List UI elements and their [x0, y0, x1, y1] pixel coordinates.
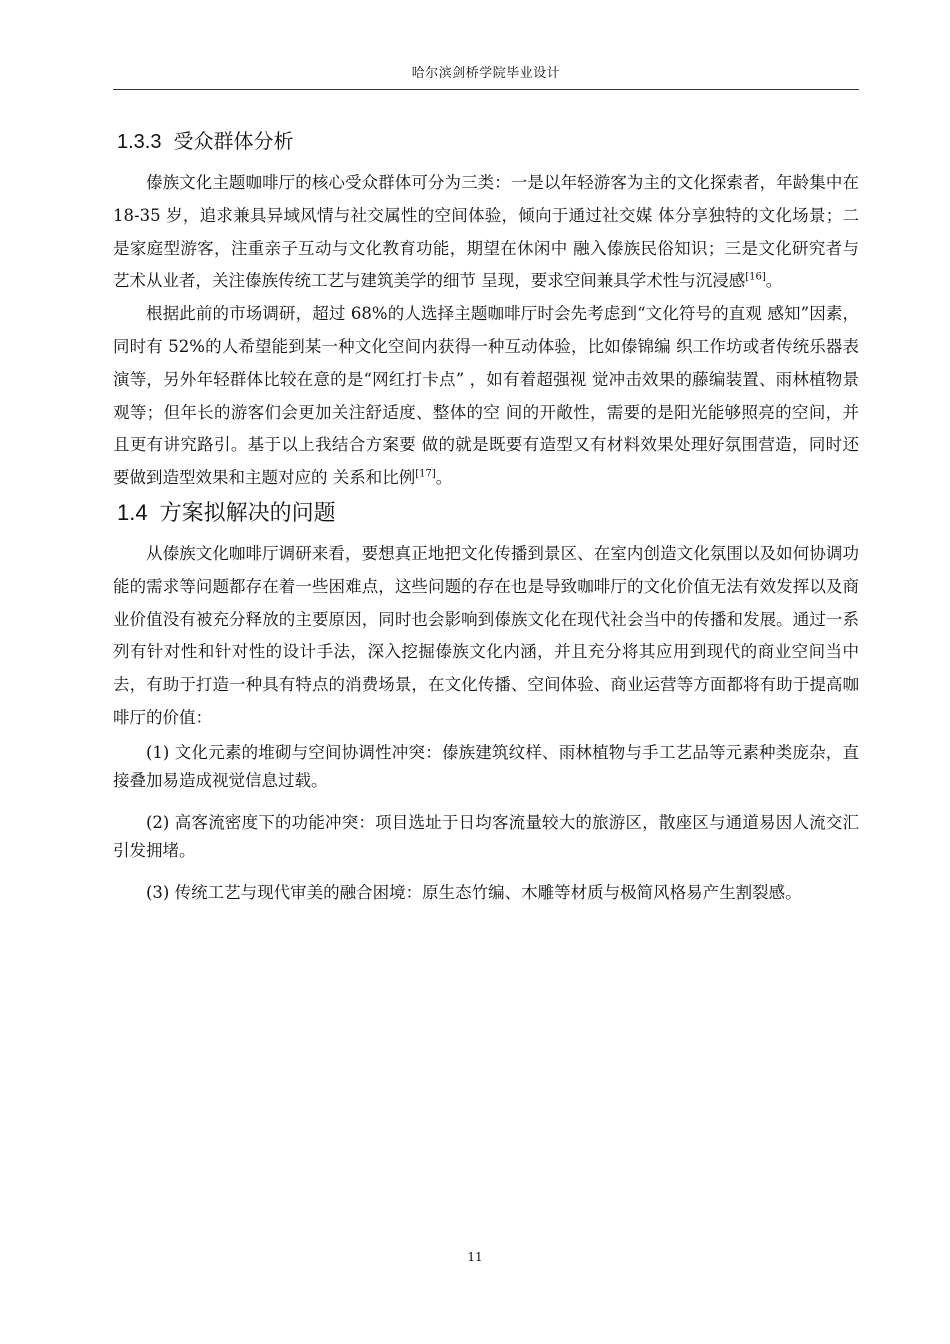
paragraph-market-research — [113, 298, 859, 495]
list-item: (3) 传统工艺与现代审美的融合困境：原生态竹编、木雕等材质与极简风格易产生割裂感。 — [146, 882, 802, 902]
list-item: (2) 高客流密度下的功能冲突：项目选址于日均客流量较大的旅游区，散座区与通道易因人流交汇引发拥堵。 — [113, 812, 859, 860]
citation-17: [17] — [415, 468, 436, 480]
paragraph-text: 根据此前的市场调研，超过 68%的人选择主题咖啡厅时会先考虑到“文化符号的直观 感知”因素，同时有 52%的人希望能到某一种文化空间内获得一种互动体验，比如傣锦编 织工作坊或者传统乐器表演等，另外年轻群体比较在意的是“网红打卡点” ，如有着超强视 觉冲击效果的藤编装置、雨林植物景观等；但年长的游客们会更加关注舒适度、整体的空 间的开敞性，需要的是阳光能够照亮的空间，并且更有讲究路引。基于以上我结合方案要 做的就是既要有造型又有材料效果处理好氛围营造，同时还要做到造型效果和主题对应的 关系和比例 — [113, 304, 859, 488]
paragraph-audience-groups — [113, 167, 859, 298]
section-title: 方案拟解决的问题 — [159, 500, 336, 526]
paragraph-end: 。 — [765, 271, 783, 291]
section-number: 1.3.3 — [117, 131, 162, 153]
list-item: (1) 文化元素的堆砌与空间协调性冲突：傣族建筑纹样、雨林植物与手工艺品等元素种类庞杂，直接叠加易造成视觉信息过载。 — [113, 742, 859, 790]
section-heading-1-4 — [117, 497, 859, 530]
section-title: 受众群体分析 — [173, 129, 294, 153]
paragraph-text: 傣族文化主题咖啡厅的核心受众群体可分为三类：一是以年轻游客为主的文化探索者，年龄集中在 18-35 岁，追求兼具异域风情与社交属性的空间体验，倾向于通过社交媒 体分享独特的文化场景；二是家庭型游客，注重亲子互动与文化教育功能，期望在休闲中 融入傣族民俗知识；三是文化研究者与艺术从业者，关注傣族传统工艺与建筑美学的细节 呈现，要求空间兼具学术性与沉浸感 — [113, 173, 859, 291]
section-heading-1-3-3 — [117, 126, 859, 157]
section-number: 1.4 — [117, 499, 148, 525]
citation-16: [16] — [745, 271, 766, 283]
page-number: 11 — [467, 1250, 483, 1264]
page-header: 哈尔滨剑桥学院毕业设计 — [113, 62, 859, 90]
document-body — [113, 116, 859, 921]
paragraph-end: 。 — [435, 468, 453, 488]
paragraph-problems-intro: 从傣族文化咖啡厅调研来看，要想真正地把文化传播到景区、在室内创造文化氛围以及如何协调功能的需求等问题都存在着一些困难点，这些问题的存在也是导致咖啡厅的文化价值无法有效发挥以及商业价值没有被充分释放的主要原因，同时也会影响到傣族文化在现代社会当中的传播和发展。通过一系列有针对性和针对性的设计手法，深入挖掘傣族文化内涵，并且充分将其应用到现代的商业空间当中去，有助于打造一种具有特点的消费场景，在文化传播、空间体验、商业运营等方面都将有助于提高咖啡厅的价值： — [113, 543, 859, 727]
